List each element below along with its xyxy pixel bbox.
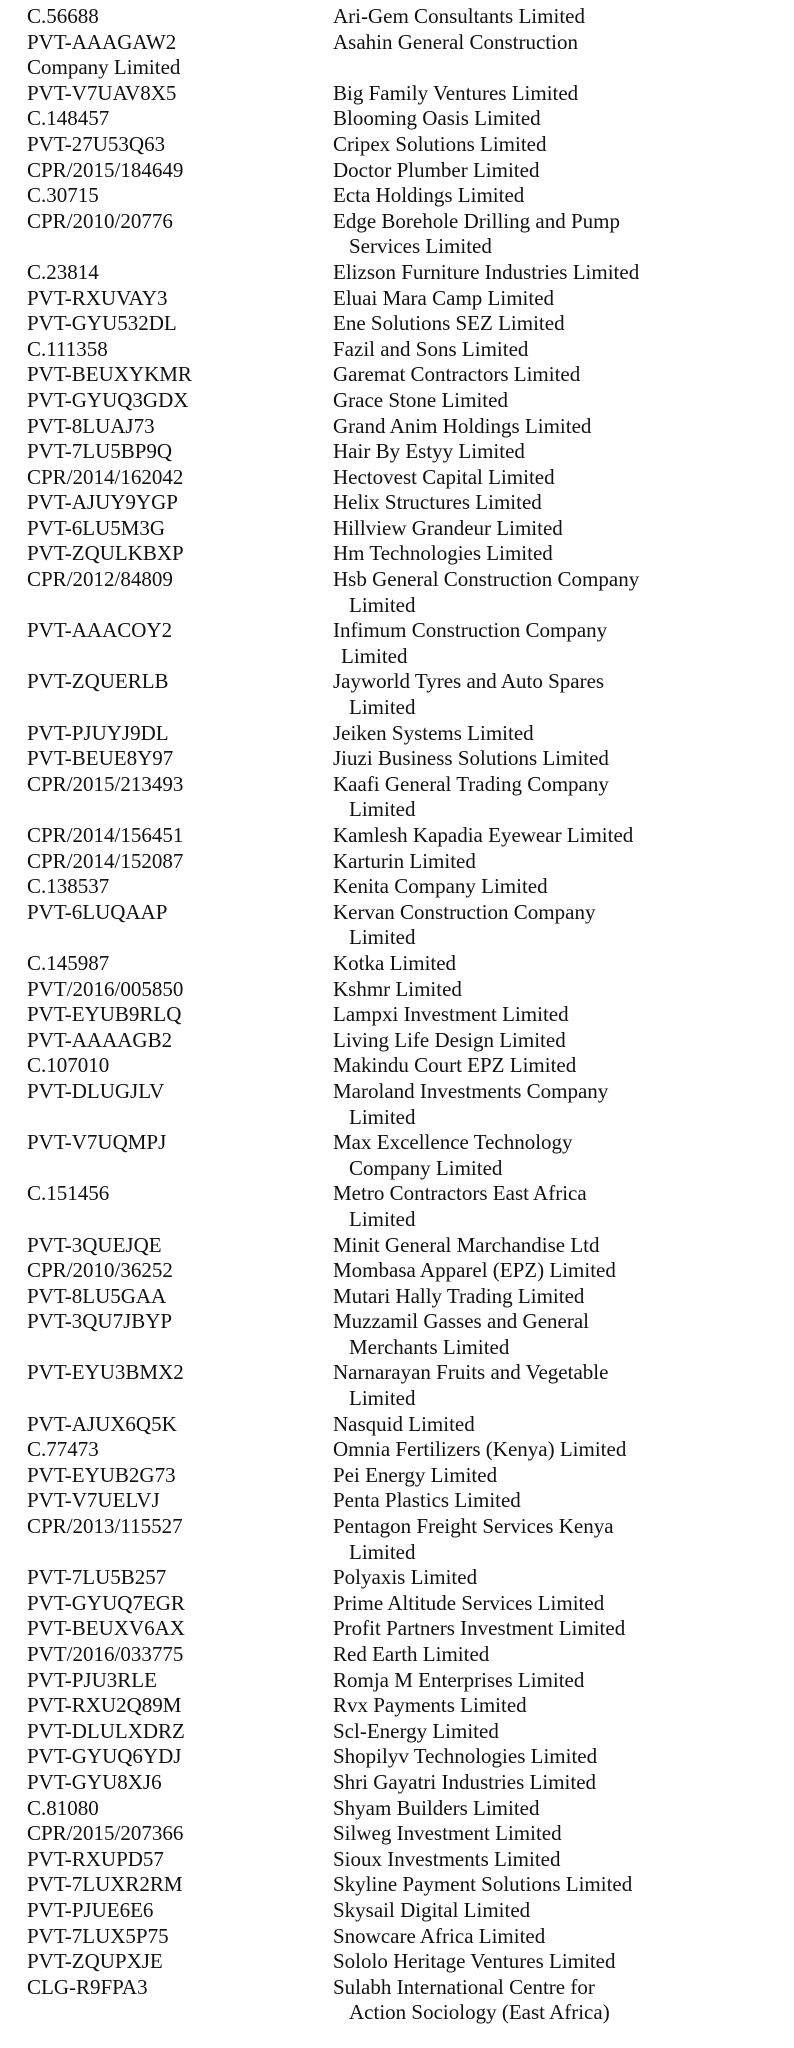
company-name <box>333 1821 767 1847</box>
company-name <box>333 337 767 363</box>
company-name-line: Garemat Contractors Limited <box>333 362 581 387</box>
registration-number: C.30715 <box>27 183 99 208</box>
company-name-continuation: Limited <box>349 1386 416 1411</box>
registration-number: PVT-DLUGJLV <box>27 1078 165 1103</box>
company-name <box>333 286 767 312</box>
company-name <box>333 1233 767 1259</box>
company-name <box>333 1284 767 1310</box>
registration-number: PVT-DLULXDRZ <box>27 1718 185 1743</box>
company-name <box>333 362 767 388</box>
company-name-continuation: Limited <box>349 695 416 720</box>
list-item <box>27 55 767 81</box>
company-name <box>333 1847 767 1873</box>
list-item <box>27 1591 767 1617</box>
list-item <box>27 1130 767 1181</box>
company-name <box>333 1591 767 1617</box>
registration-number: PVT-V7UAV8X5 <box>27 80 177 105</box>
company-name-line: Kamlesh Kapadia Eyewear Limited <box>333 823 634 847</box>
company-name-continuation: Limited <box>349 1539 416 1564</box>
list-item <box>27 1002 767 1028</box>
company-name-line: Shri Gayatri Industries Limited <box>333 1769 597 1794</box>
registration-number: CPR/2010/36252 <box>27 1258 173 1283</box>
company-name <box>333 1130 767 1181</box>
list-item <box>27 286 767 312</box>
company-name <box>333 30 767 56</box>
registration-number: C.111358 <box>27 336 108 361</box>
company-name-line: Sulabh International Centre for <box>333 1974 595 1999</box>
company-name-line: Pentagon Freight Services Kenya <box>333 1514 614 1539</box>
company-name-line: Kervan Construction Company <box>333 899 596 924</box>
company-name-line: Doctor Plumber Limited <box>333 157 540 182</box>
list-item <box>27 1975 767 2026</box>
company-name <box>333 1898 767 1924</box>
company-name <box>333 541 767 567</box>
registration-number: C.77473 <box>27 1437 99 1462</box>
company-name-line: Pei Energy Limited <box>333 1462 498 1487</box>
list-item <box>27 1514 767 1565</box>
company-name-line: Edge Borehole Drilling and Pump <box>333 208 620 233</box>
registration-number: PVT-27U53Q63 <box>27 131 166 156</box>
company-name-continuation: Limited <box>349 1206 416 1231</box>
list-item <box>27 414 767 440</box>
company-name <box>333 4 767 30</box>
company-name-continuation: Action Sociology (East Africa) <box>349 2000 610 2025</box>
registration-number: PVT-RXU2Q89M <box>27 1693 182 1718</box>
list-item <box>27 30 767 56</box>
company-name-line: Hm Technologies Limited <box>333 541 553 566</box>
list-item <box>27 1616 767 1642</box>
company-name-line: Muzzamil Gasses and General <box>333 1309 589 1334</box>
company-name <box>333 1437 767 1463</box>
company-name-line: Skyline Payment Solutions Limited <box>333 1872 633 1897</box>
list-item <box>27 1668 767 1694</box>
list-item <box>27 362 767 388</box>
registration-number: PVT-BEUXYKMR <box>27 362 192 387</box>
list-item <box>27 874 767 900</box>
company-name-line: Asahin General Construction <box>333 29 578 54</box>
list-item <box>27 900 767 951</box>
company-name-line: Eluai Mara Camp Limited <box>333 285 555 310</box>
company-name <box>333 1360 767 1411</box>
company-name <box>333 1668 767 1694</box>
company-name-continuation: Limited <box>341 643 408 668</box>
list-item <box>27 849 767 875</box>
company-name <box>333 439 767 465</box>
company-name-line: Skysail Digital Limited <box>333 1897 531 1922</box>
company-name-line: Metro Contractors East Africa <box>333 1181 587 1206</box>
company-name <box>333 260 767 286</box>
company-name <box>333 1463 767 1489</box>
company-name-line: Penta Plastics Limited <box>333 1488 521 1513</box>
registration-number: CPR/2015/184649 <box>27 157 184 182</box>
list-item <box>27 209 767 260</box>
company-name <box>333 849 767 875</box>
company-name-line: Big Family Ventures Limited <box>333 80 579 105</box>
list-item <box>27 746 767 772</box>
registration-number: PVT-BEUE8Y97 <box>27 746 174 771</box>
list-item <box>27 1309 767 1360</box>
company-name <box>333 900 767 951</box>
company-name <box>333 106 767 132</box>
company-name-line: Jayworld Tyres and Auto Spares <box>333 669 605 694</box>
list-item <box>27 1412 767 1438</box>
registration-number: PVT-BEUXV6AX <box>27 1616 185 1641</box>
registration-number: C.138537 <box>27 874 110 899</box>
company-name-line: Max Excellence Technology <box>333 1130 573 1155</box>
list-item <box>27 1821 767 1847</box>
registration-number: PVT-ZQUPXJE <box>27 1949 163 1974</box>
company-name <box>333 1181 767 1232</box>
company-name-line: Karturin Limited <box>333 848 476 873</box>
company-name-line: Prime Altitude Services Limited <box>333 1590 605 1615</box>
registration-number: Company Limited <box>27 55 181 80</box>
registration-number: PVT-7LUXR2RM <box>27 1872 183 1897</box>
company-name-line: Omnia Fertilizers (Kenya) Limited <box>333 1437 627 1462</box>
list-item <box>27 1924 767 1950</box>
company-name <box>333 490 767 516</box>
list-item <box>27 1565 767 1591</box>
registration-number: PVT-GYUQ6YDJ <box>27 1744 182 1769</box>
registration-number: PVT-8LUAJ73 <box>27 413 155 438</box>
registration-number: PVT-GYU532DL <box>27 311 177 336</box>
registration-number: PVT-AAAAGB2 <box>27 1027 173 1052</box>
company-name-line: Kenita Company Limited <box>333 874 548 899</box>
company-name <box>333 567 767 618</box>
company-name <box>333 1079 767 1130</box>
company-name-line: Silweg Investment Limited <box>333 1821 562 1846</box>
registration-number: PVT-3QU7JBYP <box>27 1309 173 1334</box>
list-item <box>27 1770 767 1796</box>
registration-number: CLG-R9FPA3 <box>27 1974 148 1999</box>
company-name-line: Narnarayan Fruits and Vegetable <box>333 1360 609 1385</box>
company-name <box>333 1693 767 1719</box>
company-name-line: Sololo Heritage Ventures Limited <box>333 1949 616 1974</box>
company-name-line: Ene Solutions SEZ Limited <box>333 311 565 336</box>
company-name <box>333 1770 767 1796</box>
company-name-line: Hectovest Capital Limited <box>333 464 555 489</box>
company-name-continuation: Limited <box>349 592 416 617</box>
list-item <box>27 4 767 30</box>
company-name <box>333 1949 767 1975</box>
registration-number: PVT-7LUX5P75 <box>27 1923 169 1948</box>
company-name-line: Living Life Design Limited <box>333 1027 566 1052</box>
company-name-continuation: Services Limited <box>349 234 492 259</box>
company-name-line: Romja M Enterprises Limited <box>333 1667 585 1692</box>
registration-number: PVT-PJUYJ9DL <box>27 720 169 745</box>
company-name <box>333 874 767 900</box>
company-name-line: Hair By Estyy Limited <box>333 439 525 464</box>
company-name <box>333 183 767 209</box>
company-name <box>333 1002 767 1028</box>
registration-number: C.151456 <box>27 1181 110 1206</box>
list-item <box>27 132 767 158</box>
registration-number: PVT-ZQULKBXP <box>27 541 184 566</box>
list-item <box>27 977 767 1003</box>
list-item <box>27 1898 767 1924</box>
list-item <box>27 1744 767 1770</box>
list-item <box>27 618 767 669</box>
registration-number: PVT-6LUQAAP <box>27 899 168 924</box>
registration-number: PVT-PJUE6E6 <box>27 1897 154 1922</box>
company-name <box>333 1309 767 1360</box>
registration-number: PVT/2016/033775 <box>27 1642 184 1666</box>
company-name-line: Grand Anim Holdings Limited <box>333 413 592 438</box>
company-name <box>333 158 767 184</box>
registration-number: PVT/2016/005850 <box>27 976 184 1001</box>
registration-number: PVT-AJUX6Q5K <box>27 1411 177 1436</box>
company-name <box>333 516 767 542</box>
registration-number: PVT-V7UQMPJ <box>27 1130 167 1155</box>
registration-number: CPR/2015/207366 <box>27 1821 184 1846</box>
company-name-continuation: Company Limited <box>349 1155 503 1180</box>
registration-number: PVT-V7UELVJ <box>27 1488 160 1513</box>
company-name-line: Grace Stone Limited <box>333 387 508 412</box>
company-name-line: Rvx Payments Limited <box>333 1693 527 1718</box>
registration-number: CPR/2014/162042 <box>27 464 184 489</box>
list-item <box>27 1233 767 1259</box>
list-item <box>27 81 767 107</box>
company-name <box>333 1053 767 1079</box>
company-name <box>333 465 767 491</box>
registration-number: PVT-8LU5GAA <box>27 1283 167 1308</box>
company-name-line: Shopilyv Technologies Limited <box>333 1744 598 1769</box>
list-item <box>27 1642 767 1668</box>
company-name-line: Profit Partners Investment Limited <box>333 1616 626 1641</box>
list-item <box>27 106 767 132</box>
company-name-line: Makindu Court EPZ Limited <box>333 1053 577 1078</box>
company-name <box>333 1412 767 1438</box>
registration-number: PVT-AAAGAW2 <box>27 29 177 54</box>
list-item <box>27 388 767 414</box>
registration-number: PVT-RXUPD57 <box>27 1846 164 1871</box>
list-item <box>27 1437 767 1463</box>
registration-number: PVT-7LU5BP9Q <box>27 439 173 464</box>
list-item <box>27 1258 767 1284</box>
company-name-line: Shyam Builders Limited <box>333 1795 540 1820</box>
registration-number: PVT-6LU5M3G <box>27 515 166 540</box>
registration-number: CPR/2012/84809 <box>27 567 173 592</box>
company-name-line: Sioux Investments Limited <box>333 1846 561 1871</box>
registration-number: PVT-ZQUERLB <box>27 669 169 694</box>
registration-number: CPR/2014/152087 <box>27 848 184 873</box>
company-name-line: Ecta Holdings Limited <box>333 183 525 208</box>
company-name <box>333 977 767 1003</box>
company-name-line: Scl-Energy Limited <box>333 1718 499 1743</box>
registration-number: PVT-PJU3RLE <box>27 1667 157 1692</box>
company-name-line: Polyaxis Limited <box>333 1565 478 1590</box>
registration-number: PVT-EYUB2G73 <box>27 1462 176 1487</box>
list-item <box>27 516 767 542</box>
company-name <box>333 1642 767 1668</box>
list-item <box>27 1488 767 1514</box>
company-name-line: Mombasa Apparel (EPZ) Limited <box>333 1258 616 1283</box>
company-name-line: Red Earth Limited <box>333 1642 490 1666</box>
registration-number: C.107010 <box>27 1053 110 1078</box>
company-name <box>333 1719 767 1745</box>
company-name-line: Kshmr Limited <box>333 976 462 1001</box>
registration-number: PVT-AAACOY2 <box>27 618 173 643</box>
list-item <box>27 951 767 977</box>
list-item <box>27 1028 767 1054</box>
company-name-line: Snowcare Africa Limited <box>333 1923 546 1948</box>
list-item <box>27 337 767 363</box>
company-name-line: Kotka Limited <box>333 950 457 975</box>
list-item <box>27 465 767 491</box>
company-name-continuation: Limited <box>349 1104 416 1129</box>
company-name <box>333 1975 767 2026</box>
company-name-continuation: Limited <box>349 925 416 950</box>
company-name-line: Lampxi Investment Limited <box>333 1002 569 1027</box>
company-name-line: Ari-Gem Consultants Limited <box>333 4 585 28</box>
registration-number: PVT-3QUEJQE <box>27 1232 162 1257</box>
company-name <box>333 1514 767 1565</box>
company-name <box>333 132 767 158</box>
registration-number: PVT-EYU3BMX2 <box>27 1360 184 1385</box>
registration-number: PVT-GYUQ3GDX <box>27 387 189 412</box>
company-name <box>333 618 767 669</box>
registration-number: PVT-7LU5B257 <box>27 1565 167 1590</box>
company-name-line: Hsb General Construction Company <box>333 567 640 592</box>
list-item <box>27 1796 767 1822</box>
company-name <box>333 772 767 823</box>
list-item <box>27 1079 767 1130</box>
company-name <box>333 669 767 720</box>
list-item <box>27 158 767 184</box>
company-name-line: Infimum Construction Company <box>333 618 608 643</box>
company-name-line: Cripex Solutions Limited <box>333 131 547 156</box>
company-name-line: Blooming Oasis Limited <box>333 106 541 131</box>
list-item <box>27 721 767 747</box>
company-name-line: Elizson Furniture Industries Limited <box>333 259 640 284</box>
company-name-line: Mutari Hally Trading Limited <box>333 1283 585 1308</box>
company-name <box>333 1744 767 1770</box>
company-name-line: Jeiken Systems Limited <box>333 720 534 745</box>
registration-number: PVT-EYUB9RLQ <box>27 1002 182 1027</box>
company-name-line: Minit General Marchandise Ltd <box>333 1232 600 1257</box>
company-name <box>333 311 767 337</box>
list-item <box>27 1463 767 1489</box>
company-name <box>333 1924 767 1950</box>
list-item <box>27 1719 767 1745</box>
list-item <box>27 541 767 567</box>
registration-number: C.145987 <box>27 950 110 975</box>
company-name <box>333 1028 767 1054</box>
list-item <box>27 439 767 465</box>
registration-number: C.56688 <box>27 4 99 28</box>
list-item <box>27 260 767 286</box>
list-item <box>27 490 767 516</box>
list-item <box>27 1847 767 1873</box>
company-name <box>333 1796 767 1822</box>
list-item <box>27 1872 767 1898</box>
company-name <box>333 414 767 440</box>
list-item <box>27 1181 767 1232</box>
company-name-continuation: Merchants Limited <box>349 1334 510 1359</box>
company-name-line: Maroland Investments Company <box>333 1078 609 1103</box>
list-item <box>27 1284 767 1310</box>
company-name-line: Fazil and Sons Limited <box>333 336 529 361</box>
company-name-line: Nasquid Limited <box>333 1411 475 1436</box>
registration-number: CPR/2010/20776 <box>27 208 173 233</box>
company-name <box>333 721 767 747</box>
company-name <box>333 1258 767 1284</box>
company-name <box>333 746 767 772</box>
company-name <box>333 209 767 260</box>
company-name-line: Jiuzi Business Solutions Limited <box>333 746 609 771</box>
company-name-line: Kaafi General Trading Company <box>333 771 609 796</box>
registration-number: PVT-GYU8XJ6 <box>27 1769 162 1794</box>
list-item <box>27 772 767 823</box>
registration-number: PVT-RXUVAY3 <box>27 285 168 310</box>
list-item <box>27 1053 767 1079</box>
list-item <box>27 823 767 849</box>
company-name <box>333 55 767 81</box>
registration-number: PVT-GYUQ7EGR <box>27 1590 185 1615</box>
company-name <box>333 1488 767 1514</box>
company-name-line: Hillview Grandeur Limited <box>333 515 563 540</box>
list-item <box>27 669 767 720</box>
company-register-list <box>27 4 767 2026</box>
company-name <box>333 1872 767 1898</box>
registration-number: CPR/2013/115527 <box>27 1514 183 1539</box>
company-name-continuation: Limited <box>349 797 416 822</box>
registration-number: C.23814 <box>27 259 99 284</box>
list-item <box>27 183 767 209</box>
company-name <box>333 81 767 107</box>
company-name <box>333 823 767 849</box>
list-item <box>27 1949 767 1975</box>
registration-number: CPR/2015/213493 <box>27 771 184 796</box>
company-name <box>333 1616 767 1642</box>
list-item <box>27 311 767 337</box>
company-name <box>333 951 767 977</box>
list-item <box>27 1693 767 1719</box>
list-item <box>27 1360 767 1411</box>
list-item <box>27 567 767 618</box>
registration-number: C.81080 <box>27 1795 99 1820</box>
company-name <box>333 388 767 414</box>
registration-number: PVT-AJUY9YGP <box>27 490 178 515</box>
registration-number: C.148457 <box>27 106 110 131</box>
registration-number: CPR/2014/156451 <box>27 823 184 847</box>
company-name-line: Helix Structures Limited <box>333 490 542 515</box>
company-name <box>333 1565 767 1591</box>
